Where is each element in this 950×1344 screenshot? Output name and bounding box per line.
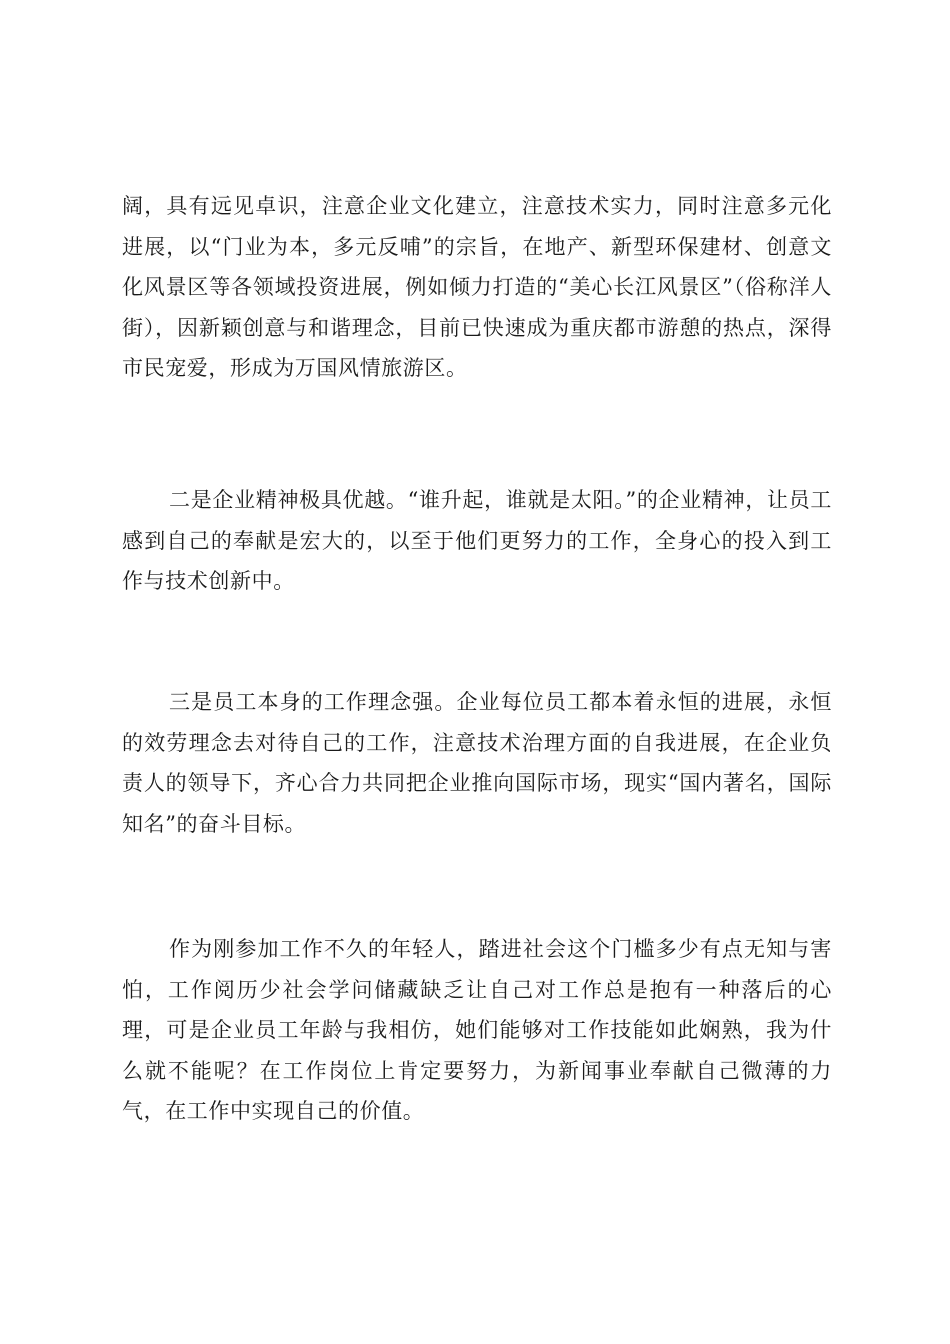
paragraph-employee-philosophy: 三是员工本身的工作理念强。企业每位员工都本着永恒的进展，永恒的效劳理念去对待自己的工作，注意技术治理方面的自我进展，在企业负责人的领导下，齐心合力共同把企业推向国际市场，现实“国内著名，国际知名”的奋斗目标。	[122, 690, 832, 836]
paragraph-personal-reflection: 作为刚参加工作不久的年轻人，踏进社会这个门槛多少有点无知与害怕，工作阅历少社会学问储藏缺乏让自己对工作总是抱有一种落后的心理，可是企业员工年龄与我相仿，她们能够对工作技能如此娴熟，我为什么就不能呢？在工作岗位上肯定要努力，为新闻事业奉献自己微薄的力气，在工作中实现自己的价值。	[122, 937, 832, 1123]
paragraph-continued: 阔，具有远见卓识，注意企业文化建立，注意技术实力，同时注意多元化进展，以“门业为本，多元反哺”的宗旨，在地产、新型环保建材、创意文化风景区等各领域投资进展，例如倾力打造的“美心长江风景区”（俗称洋人街），因新颖创意与和谐理念，目前已快速成为重庆都市游憩的热点，深得市民宠爱，形成为万国风情旅游区。	[122, 194, 832, 380]
paragraph-enterprise-spirit: 二是企业精神极具优越。“谁升起，谁就是太阳。”的企业精神，让员工感到自己的奉献是宏大的，以至于他们更努力的工作，全身心的投入到工作与技术创新中。	[122, 488, 832, 593]
